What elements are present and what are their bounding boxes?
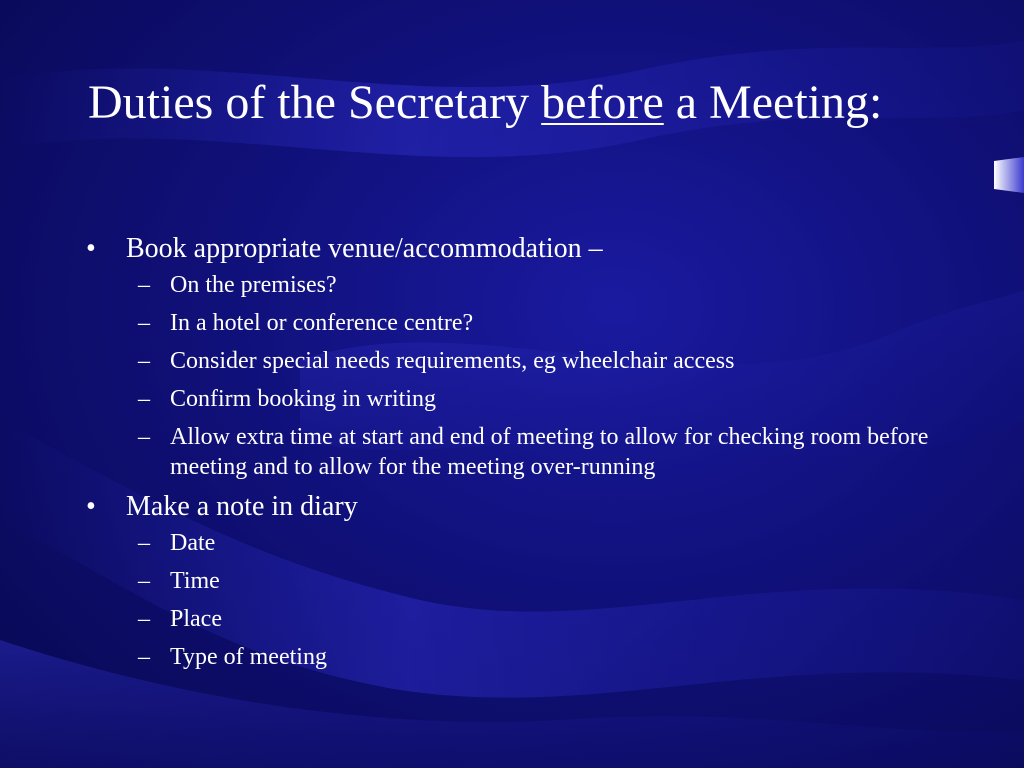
sub-bullet-item [138, 642, 936, 672]
title-underlined-word: before [541, 76, 664, 129]
slide-title [88, 70, 968, 136]
sub-bullet-text: Consider special needs requirements, eg wheelchair access [170, 348, 735, 374]
bullet-marker: • [86, 233, 96, 264]
bullet-marker: • [86, 491, 96, 522]
dash-marker: – [138, 568, 150, 594]
dash-marker: – [138, 644, 150, 670]
sub-bullet-text: Allow extra time at start and end of meeting to allow for checking room before meeting and to allow for the meeting over-running [170, 424, 929, 480]
bullet-item [86, 490, 936, 524]
side-tab-decoration [988, 157, 1024, 193]
sub-bullet-text: Type of meeting [170, 644, 327, 670]
dash-marker: – [138, 530, 150, 556]
sub-bullet-text: Date [170, 530, 216, 556]
sub-bullet-text: In a hotel or conference centre? [170, 310, 474, 336]
dash-marker: – [138, 386, 150, 412]
title-text-start: Duties of the Secretary [88, 76, 542, 129]
sub-bullet-item [138, 270, 936, 300]
sub-bullet-list [86, 270, 936, 482]
bullet-item [86, 232, 936, 266]
sub-bullet-text: Confirm booking in writing [170, 386, 436, 412]
dash-marker: – [138, 310, 150, 336]
sub-bullet-text: Time [170, 568, 220, 594]
sub-bullet-item [138, 346, 936, 376]
sub-bullet-item [138, 308, 936, 338]
dash-marker: – [138, 424, 150, 450]
sub-bullet-text: On the premises? [170, 272, 337, 298]
title-text-end: a Meeting: [663, 76, 883, 129]
sub-bullet-item [138, 566, 936, 596]
sub-bullet-item [138, 422, 936, 482]
dash-marker: – [138, 348, 150, 374]
bullet-text: Make a note in diary [126, 491, 358, 522]
sub-bullet-text: Place [170, 606, 222, 632]
dash-marker: – [138, 606, 150, 632]
sub-bullet-item [138, 604, 936, 634]
bullet-text: Book appropriate venue/accommodation – [126, 233, 603, 264]
dash-marker: – [138, 272, 150, 298]
sub-bullet-item [138, 528, 936, 558]
sub-bullet-list [86, 528, 936, 672]
sub-bullet-item [138, 384, 936, 414]
bullet-list [86, 226, 936, 680]
